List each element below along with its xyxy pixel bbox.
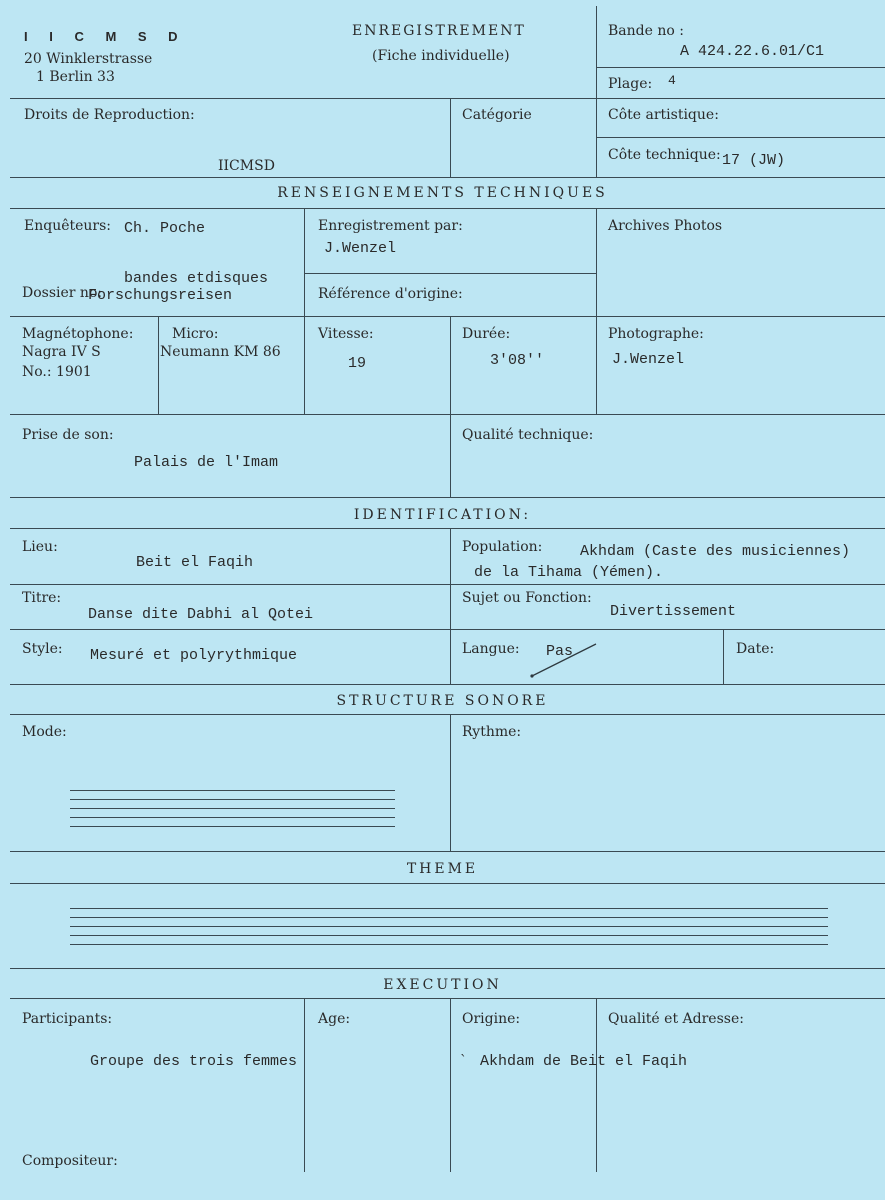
rule: [450, 98, 451, 177]
population-value-2: de la Tihama (Yémen).: [474, 564, 664, 581]
qualite-adresse-label: Qualité et Adresse:: [608, 1011, 744, 1027]
magnetophone-no: No.: 1901: [22, 364, 92, 380]
staff-line: [70, 908, 828, 909]
rule: [10, 883, 885, 884]
participants-value: Groupe des trois femmes: [90, 1053, 298, 1070]
address-line-1: 20 Winklerstrasse: [24, 51, 153, 67]
plage-label: Plage:: [608, 76, 653, 92]
photographe-value: J.Wenzel: [612, 351, 685, 368]
reference-label: Référence d'origine:: [318, 286, 463, 302]
section-title-theme: THEME: [406, 861, 479, 877]
cote-technique-label: Côte technique:: [608, 147, 721, 163]
rule: [305, 273, 597, 274]
participants-label: Participants:: [22, 1011, 113, 1027]
rule: [450, 528, 451, 684]
rule: [10, 714, 885, 715]
lieu-label: Lieu:: [22, 539, 58, 555]
rule: [596, 6, 597, 177]
dossier-value-2: Forschungsreisen: [88, 287, 233, 304]
population-value-1: Akhdam (Caste des musiciennes): [580, 543, 851, 560]
titre-value: Danse dite Dabhi al Qotei: [88, 606, 314, 623]
date-label: Date:: [736, 641, 775, 657]
origine-value: Akhdam de Beit el Faqih: [480, 1053, 688, 1070]
enqueteurs-label: Enquêteurs:: [24, 218, 112, 234]
staff-line: [70, 808, 395, 809]
staff-line: [70, 790, 395, 791]
archives-photos-label: Archives Photos: [608, 218, 723, 234]
rule: [10, 177, 885, 178]
compositeur-label: Compositeur:: [22, 1153, 118, 1169]
section-title-identification: IDENTIFICATION:: [353, 507, 532, 523]
cote-artistique-label: Côte artistique:: [608, 107, 719, 123]
origine-label: Origine:: [462, 1011, 521, 1027]
strike-mark: [528, 640, 600, 680]
rule: [597, 67, 885, 68]
magnetophone-label: Magnétophone:: [22, 326, 134, 342]
rule: [10, 998, 885, 999]
staff-line: [70, 917, 828, 918]
rule: [10, 528, 885, 529]
sujet-label: Sujet ou Fonction:: [462, 590, 592, 606]
staff-line: [70, 799, 395, 800]
section-title-structure: STRUCTURE SONORE: [336, 693, 549, 709]
rule: [596, 998, 597, 1172]
duree-value: 3'08'': [490, 352, 545, 369]
rule: [10, 684, 885, 685]
rule: [10, 851, 885, 852]
style-label: Style:: [22, 641, 63, 657]
plage-value: 4: [668, 73, 676, 88]
lieu-value: Beit el Faqih: [136, 554, 254, 571]
age-label: Age:: [318, 1011, 351, 1027]
micro-label: Micro:: [172, 326, 219, 342]
rule: [304, 998, 305, 1172]
bande-value: A 424.22.6.01/C1: [680, 43, 825, 60]
rule: [450, 998, 451, 1172]
staff-line: [70, 935, 828, 936]
rule: [450, 316, 451, 497]
categorie-label: Catégorie: [462, 107, 532, 123]
droits-value: IICMSD: [218, 158, 275, 174]
rule: [10, 98, 885, 99]
origine-tick: `: [460, 1053, 467, 1069]
dossier-value-1: bandes etdisques: [124, 270, 269, 287]
cote-technique-value: 17 (JW): [722, 152, 786, 169]
magnetophone-value: Nagra IV S: [22, 344, 101, 360]
langue-label: Langue:: [462, 641, 520, 657]
sujet-value: Divertissement: [610, 603, 737, 620]
staff-line: [70, 826, 395, 827]
micro-value: Neumann KM 86: [160, 344, 281, 360]
staff-line: [70, 817, 395, 818]
rule: [10, 584, 885, 585]
rule: [10, 968, 885, 969]
photographe-label: Photographe:: [608, 326, 704, 342]
staff-line: [70, 944, 828, 945]
rule: [10, 497, 885, 498]
rule: [10, 208, 885, 209]
prise-de-son-label: Prise de son:: [22, 427, 114, 443]
enqueteurs-value: Ch. Poche: [124, 220, 206, 237]
rule: [723, 629, 724, 684]
section-title-execution: EXECUTION: [383, 977, 502, 993]
staff-line: [70, 926, 828, 927]
section-title-technique: RENSEIGNEMENTS TECHNIQUES: [277, 185, 608, 201]
institute-logo: I I C M S D: [24, 29, 187, 44]
style-value: Mesuré et polyrythmique: [90, 647, 298, 664]
duree-label: Durée:: [462, 326, 511, 342]
qualite-technique-label: Qualité technique:: [462, 427, 594, 443]
bande-label: Bande no :: [608, 23, 684, 39]
enregistrement-par-label: Enregistrement par:: [318, 218, 463, 234]
population-label: Population:: [462, 539, 543, 555]
prise-de-son-value: Palais de l'Imam: [134, 454, 279, 471]
rule: [158, 316, 159, 414]
vitesse-value: 19: [348, 355, 367, 372]
form-subtitle: (Fiche individuelle): [372, 48, 510, 64]
titre-label: Titre:: [22, 590, 62, 606]
rule: [10, 316, 885, 317]
droits-label: Droits de Reproduction:: [24, 107, 195, 123]
form-title: ENREGISTREMENT: [352, 23, 526, 39]
rule: [596, 208, 597, 414]
rule: [10, 414, 885, 415]
rythme-label: Rythme:: [462, 724, 522, 740]
address-line-2: 1 Berlin 33: [36, 69, 115, 85]
rule: [10, 629, 885, 630]
langue-value: Pas: [546, 643, 574, 660]
rule: [450, 714, 451, 851]
enregistrement-par-value: J.Wenzel: [324, 240, 397, 257]
vitesse-label: Vitesse:: [318, 326, 374, 342]
mode-label: Mode:: [22, 724, 67, 740]
dossier-label: Dossier no:: [22, 285, 103, 301]
rule: [304, 208, 305, 414]
rule: [597, 137, 885, 138]
